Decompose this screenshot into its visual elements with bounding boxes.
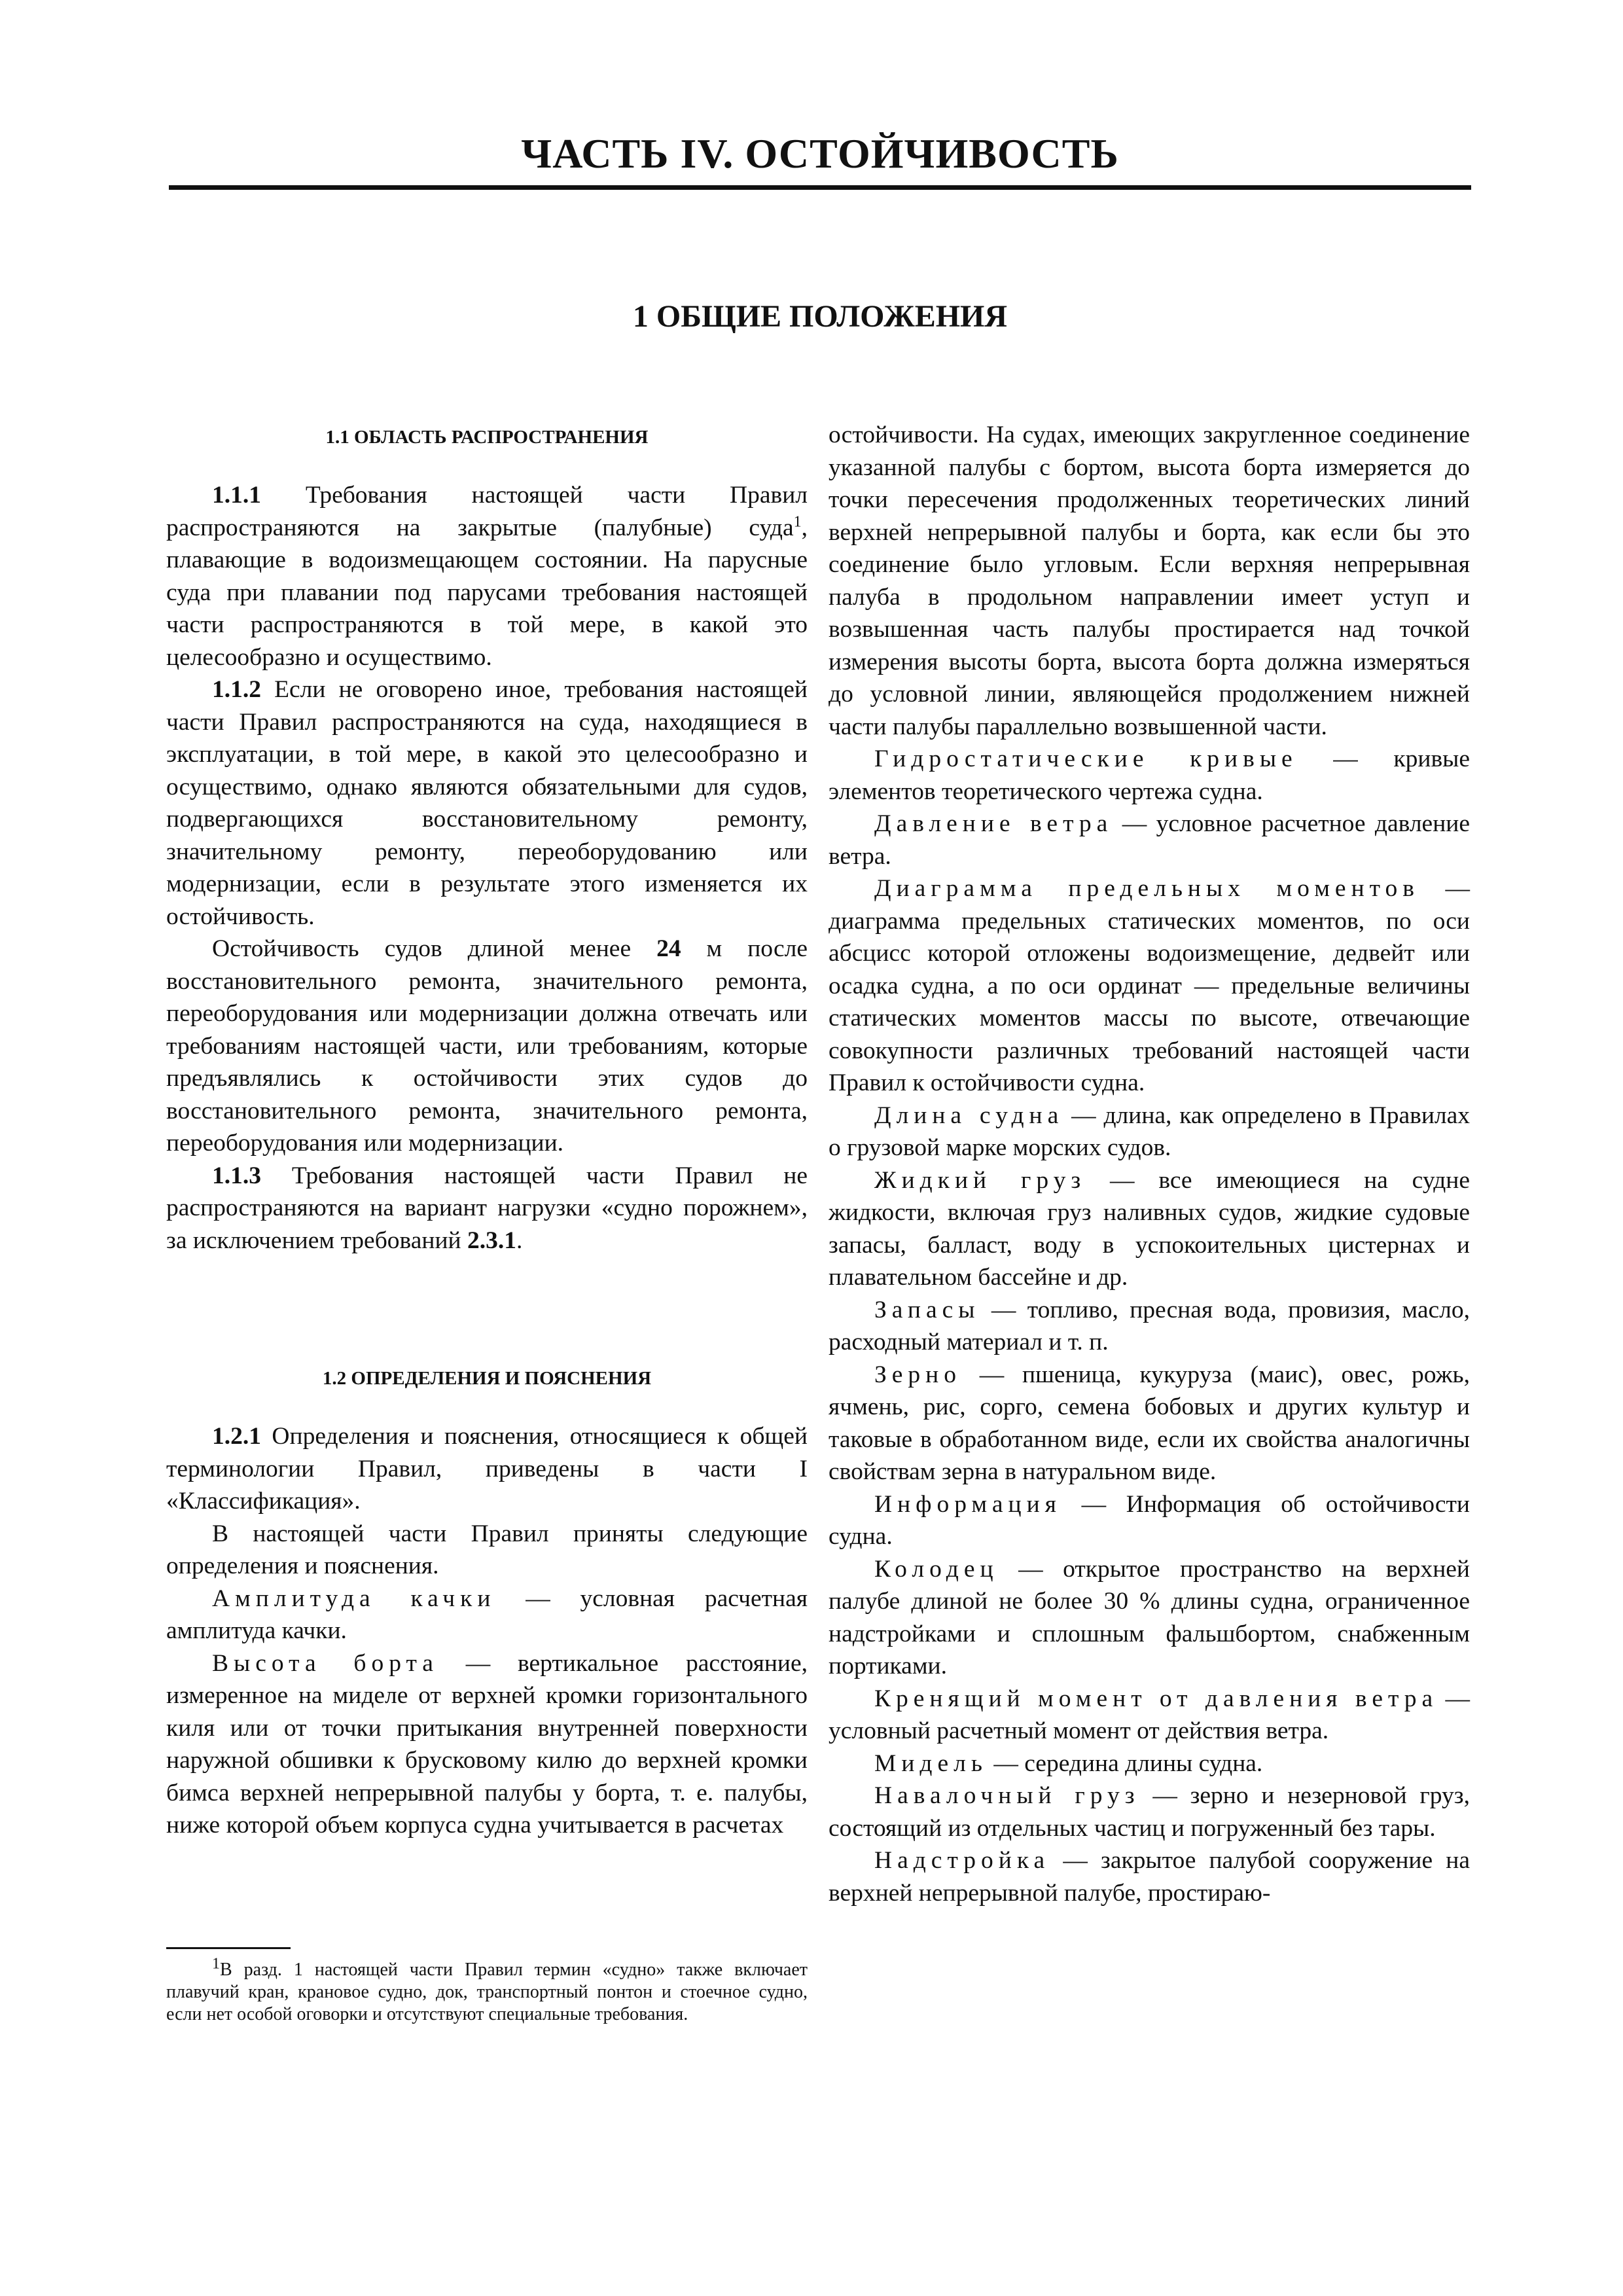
definition-superstructure — [829, 1844, 1470, 1909]
definition-term: Высота борта — [212, 1649, 438, 1677]
paragraph-text: Требования настоящей части Правил распространяются на закрытые (палубные) суда — [166, 482, 808, 541]
definition-text: — Информация об остойчивости судна. — [829, 1490, 1470, 1550]
clause-number: 1.2.1 — [212, 1423, 261, 1450]
definition-text: — пшеница, кукуруза (маис), овес, рожь, ячмень, рис, сорго, семена бобовых и других культур и таковые в обработанном виде, если их свойства аналогичны свойствам зерна в натуральном виде. — [829, 1361, 1470, 1485]
clause-reference: 2.3.1 — [467, 1227, 516, 1254]
footnote-ref: 1 — [793, 513, 802, 530]
definition-text: — условная расчетная амплитуда качки. — [166, 1585, 808, 1644]
definition-well — [829, 1553, 1470, 1683]
definition-text: — вертикальное расстояние, измеренное на миделе от верхней кромки горизонтального киля или от точки притыкания внутренней поверхности наружной обшивки к брусковому килю до верхней кромки бимса верхней непрерывной палубы у борта, т. е. палубы, ниже которой объем корпуса судна учитывается в расчетах — [166, 1649, 808, 1839]
paragraph-1-1-1 — [166, 479, 808, 673]
definition-text: — зерно и незерновой груз, состоящий из отдельных частиц и погруженный без тары. — [829, 1782, 1470, 1842]
definition-text: — кривые элементов теоретического чертежа судна. — [829, 745, 1470, 805]
definition-term: Давление ветра — [874, 810, 1113, 837]
paragraph-text: Требования настоящей части Правил не распространяются на вариант нагрузки «судно порожнем», за исключением требований — [166, 1162, 808, 1254]
definition-term: Гидростатические кривые — [874, 745, 1298, 772]
definition-text: — диаграмма предельных статических моментов, по оси абсцисс которой отложены водоизмещение, дедвейт или осадка судна, а по оси ординат — предельные величины статических моментов массы по высоте, отвечающие совокупности различных требований настоящей части Правил к остойчивости судна. — [829, 875, 1470, 1096]
paragraph-text: Определения и пояснения, относящиеся к общей терминологии Правил, приведены в части I «Классификация». — [166, 1423, 808, 1515]
clause-number: 1.1.3 — [212, 1162, 261, 1189]
paragraph-1-2-1 — [166, 1420, 808, 1518]
definition-height — [166, 1647, 808, 1842]
definition-height-continued: остойчивости. На судах, имеющих закругленное соединение указанной палубы с бортом, высота борта измеряется до точки пересечения продолженных теоретических линий верхней непрерывной палубы и борта, как если бы это соединение было угловым. Если верхняя непрерывная палуба в продольном направлении имеет уступ и возвышенная часть палубы простирается над точкой измерения высоты борта, высота борта должна измеряться до условной линии, являющейся продолжением нижней части палубы параллельно возвышенной части. — [829, 422, 1470, 740]
paragraph-text: Остойчивость судов длиной менее — [212, 935, 657, 962]
definition-bulk-cargo — [829, 1780, 1470, 1844]
definition-text: — топливо, пресная вода, провизия, масло, расходный материал и т. п. — [829, 1296, 1470, 1355]
definition-text: — длина, как определено в Правилах о грузовой марке морских судов. — [829, 1102, 1471, 1161]
definition-term: Запасы — [874, 1296, 980, 1323]
clause-number: 1.1.2 — [212, 676, 261, 703]
clause-number: 1.1.1 — [212, 482, 261, 509]
definition-text: — условный расчетный момент от действия ветра. — [829, 1685, 1470, 1744]
footnote-mark: 1 — [212, 1955, 220, 1973]
definition-wind-pressure — [829, 808, 1470, 872]
definition-text: — середина длины судна. — [987, 1749, 1263, 1777]
definition-stores — [829, 1294, 1470, 1359]
right-column — [829, 419, 1470, 1909]
definition-term: Диаграмма предельных моментов — [874, 875, 1419, 902]
definition-term: Длина судна — [874, 1102, 1064, 1129]
footnote-rule — [166, 1947, 291, 1949]
definition-information — [829, 1488, 1470, 1553]
definition-term: Информация — [874, 1490, 1061, 1518]
definition-term: Колодец — [874, 1555, 999, 1583]
definition-amplitude — [166, 1583, 808, 1647]
title-rule — [169, 185, 1471, 190]
definition-text: — все имеющиеся на судне жидкости, включая груз наливных судов, жидкие судовые запасы, балласт, воду в успокоительных цистернах и плавательном бассейне и др. — [829, 1166, 1470, 1291]
definition-text: — условное расчетное давление ветра. — [829, 810, 1470, 870]
section-1-1-heading: 1.1 ОБЛАСТЬ РАСПРОСТРАНЕНИЯ — [325, 427, 649, 448]
definition-text: — закрытое палубой сооружение на верхней непрерывной палубе, простираю- — [829, 1847, 1470, 1907]
definition-term: Жидкий груз — [874, 1166, 1086, 1194]
paragraph-1-1-2-b — [166, 933, 808, 1160]
footnote-text: В разд. 1 настоящей части Правил термин «судно» также включает плавучий кран, крановое судно, док, транспортный понтон и стоечное судно, если нет особой оговорки и отсутствуют специальные требования. — [166, 1960, 808, 2024]
part-title: ЧАСТЬ IV. ОСТОЙЧИВОСТЬ — [521, 130, 1119, 177]
definition-term: Надстройка — [874, 1847, 1050, 1874]
length-value: 24 — [656, 935, 681, 962]
definition-liquid-cargo — [829, 1164, 1470, 1294]
chapter-title: 1 ОБЩИЕ ПОЛОЖЕНИЯ — [632, 299, 1008, 334]
paragraph-1-1-2 — [166, 673, 808, 933]
definition-term: Мидель — [874, 1749, 988, 1777]
definition-term: Кренящий момент от давления ветра — [874, 1685, 1438, 1712]
definition-text: — открытое пространство на верхней палубе длиной не более 30 % длины судна, ограниченное надстройками и сплошным фальшбортом, снабженным портиками. — [829, 1555, 1470, 1679]
definition-grain — [829, 1359, 1470, 1488]
paragraph-text: , плавающие в водоизмещающем состоянии. На парусные суда при плавании под парусами требования настоящей части распространяются в той мере, в какой это целесообразно и осуществимо. — [166, 514, 808, 671]
section-1-2-heading: 1.2 ОПРЕДЕЛЕНИЯ И ПОЯСНЕНИЯ — [322, 1368, 652, 1389]
left-column — [166, 419, 808, 1842]
definition-term: Амплитуда качки — [212, 1585, 496, 1612]
definition-hydrostatic-curves — [829, 743, 1470, 808]
paragraph-text: м после восстановительного ремонта, значительного ремонта, переоборудования или модернизации должна отвечать или требованиям настоящей части, или требованиям, которые предъявлялись к остойчивости этих судов до восстановительного ремонта, значительного ремонта, переоборудования или модернизации. — [166, 935, 808, 1157]
definition-ship-length — [829, 1100, 1470, 1164]
definition-moment-diagram — [829, 872, 1470, 1100]
definition-term: Зерно — [874, 1361, 961, 1388]
paragraph-1-2-1-b: В настоящей части Правил приняты следующие определения и пояснения. — [166, 1520, 808, 1579]
paragraph-text: . — [516, 1227, 523, 1254]
paragraph-text: Если не оговорено иное, требования настоящей части Правил распространяются на суда, находящиеся в эксплуатации, в той мере, в какой это целесообразно и осуществимо, однако являются обязательными для судов, подвергающихся восстановительному ремонту, значительному ремонту, переоборудованию или модернизации, если в результате этого изменяется их остойчивость. — [166, 676, 808, 930]
footnote — [166, 1955, 808, 2026]
paragraph-1-1-3 — [166, 1160, 808, 1257]
definition-term: Навалочный груз — [874, 1782, 1140, 1809]
definition-heeling-moment — [829, 1683, 1470, 1748]
definition-midship — [829, 1748, 1470, 1780]
